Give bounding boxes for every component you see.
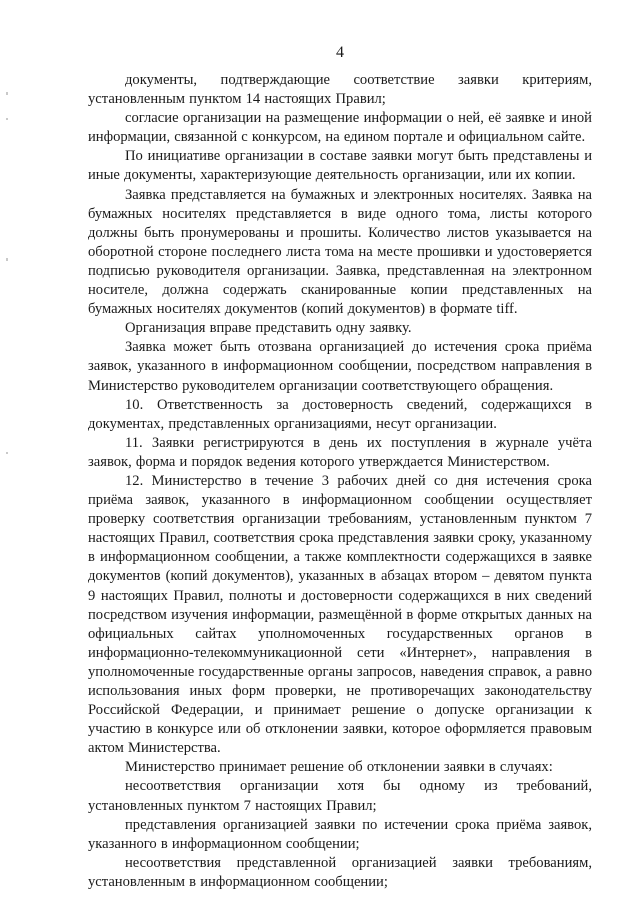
- paragraph: согласие организации на размещение информации о ней, её заявке и иной информации, связанной с конкурсом, на едином портале и официальном сайте.: [88, 110, 592, 146]
- paragraph: 11. Заявки регистрируются в день их поступления в журнале учёта заявок, форма и порядок ведения которого утверждается Министерством.: [88, 434, 592, 470]
- paragraph: документы, подтверждающие соответствие заявки критериям, установленным пунктом 14 настоящих Правил;: [88, 72, 592, 108]
- paragraph: Организация вправе представить одну заявку.: [125, 320, 412, 337]
- paragraph: представления организацией заявки по истечении срока приёма заявок, указанного в информационном сообщении;: [88, 816, 592, 852]
- page-number: 4: [336, 44, 344, 61]
- paragraph: Заявка может быть отозвана организацией до истечения срока приёма заявок, указанного в информационном сообщении, посредством направления в Министерство руководителем организации соответствующего обращения.: [88, 339, 592, 394]
- scan-margin-mark: [6, 452, 8, 454]
- paragraph: несоответствия организации хотя бы одному из требований, установленных пунктом 7 настоящих Правил;: [88, 778, 592, 814]
- paragraph: Министерство принимает решение об отклонении заявки в случаях:: [125, 759, 553, 776]
- paragraph: 12. Министерство в течение 3 рабочих дней со дня истечения срока приёма заявок, указанного в информационном сообщении осуществляет проверку соответствия организации требованиям, установленным пунктом 7 настоящих Правил, соответствия срока представления заявки сроку, указанному в информационном сообщении, а также комплектности содержащихся в заявке документов (копий документов), указанных в абзацах втором – девятом пункта 9 настоящих Правил, полноты и достоверности содержащихся в них сведений посредством изучения информации, размещённой в форме открытых данных на официальных сайтах уполномоченных государственных органов в информационно-телекоммуникационной сети «Интернет», направления в уполномоченные государственные органы запросов, наведения справок, а равно использования иных форм проверки, не противоречащих законодательству Российской Федерации, и принимает решение о допуске организации к участию в конкурсе или об отклонении заявки, которое оформляется правовым актом Министерства.: [88, 472, 592, 757]
- paragraph: По инициативе организации в составе заявки могут быть представлены и иные документы, характеризующие деятельность организации, или их копии.: [88, 148, 592, 184]
- paragraph: 10. Ответственность за достоверность сведений, содержащихся в документах, представленных организациями, несут организации.: [88, 396, 592, 432]
- scan-margin-mark: [6, 118, 8, 120]
- paragraph: Заявка представляется на бумажных и электронных носителях. Заявка на бумажных носителях представляется в виде одного тома, листы которого должны быть пронумерованы и прошиты. Количество листов указывается на оборотной стороне последнего листа тома на месте прошивки и удостоверяется подписью руководителя организации. Заявка, представленная на электронном носителе, должна содержать сканированные копии представленных на бумажных носителях документов (копий документов) в формате tiff.: [88, 186, 592, 318]
- scan-margin-mark: [6, 92, 8, 95]
- scan-margin-mark: [6, 258, 8, 261]
- paragraph: несоответствия представленной организацией заявки требованиям, установленным в информационном сообщении;: [88, 854, 592, 890]
